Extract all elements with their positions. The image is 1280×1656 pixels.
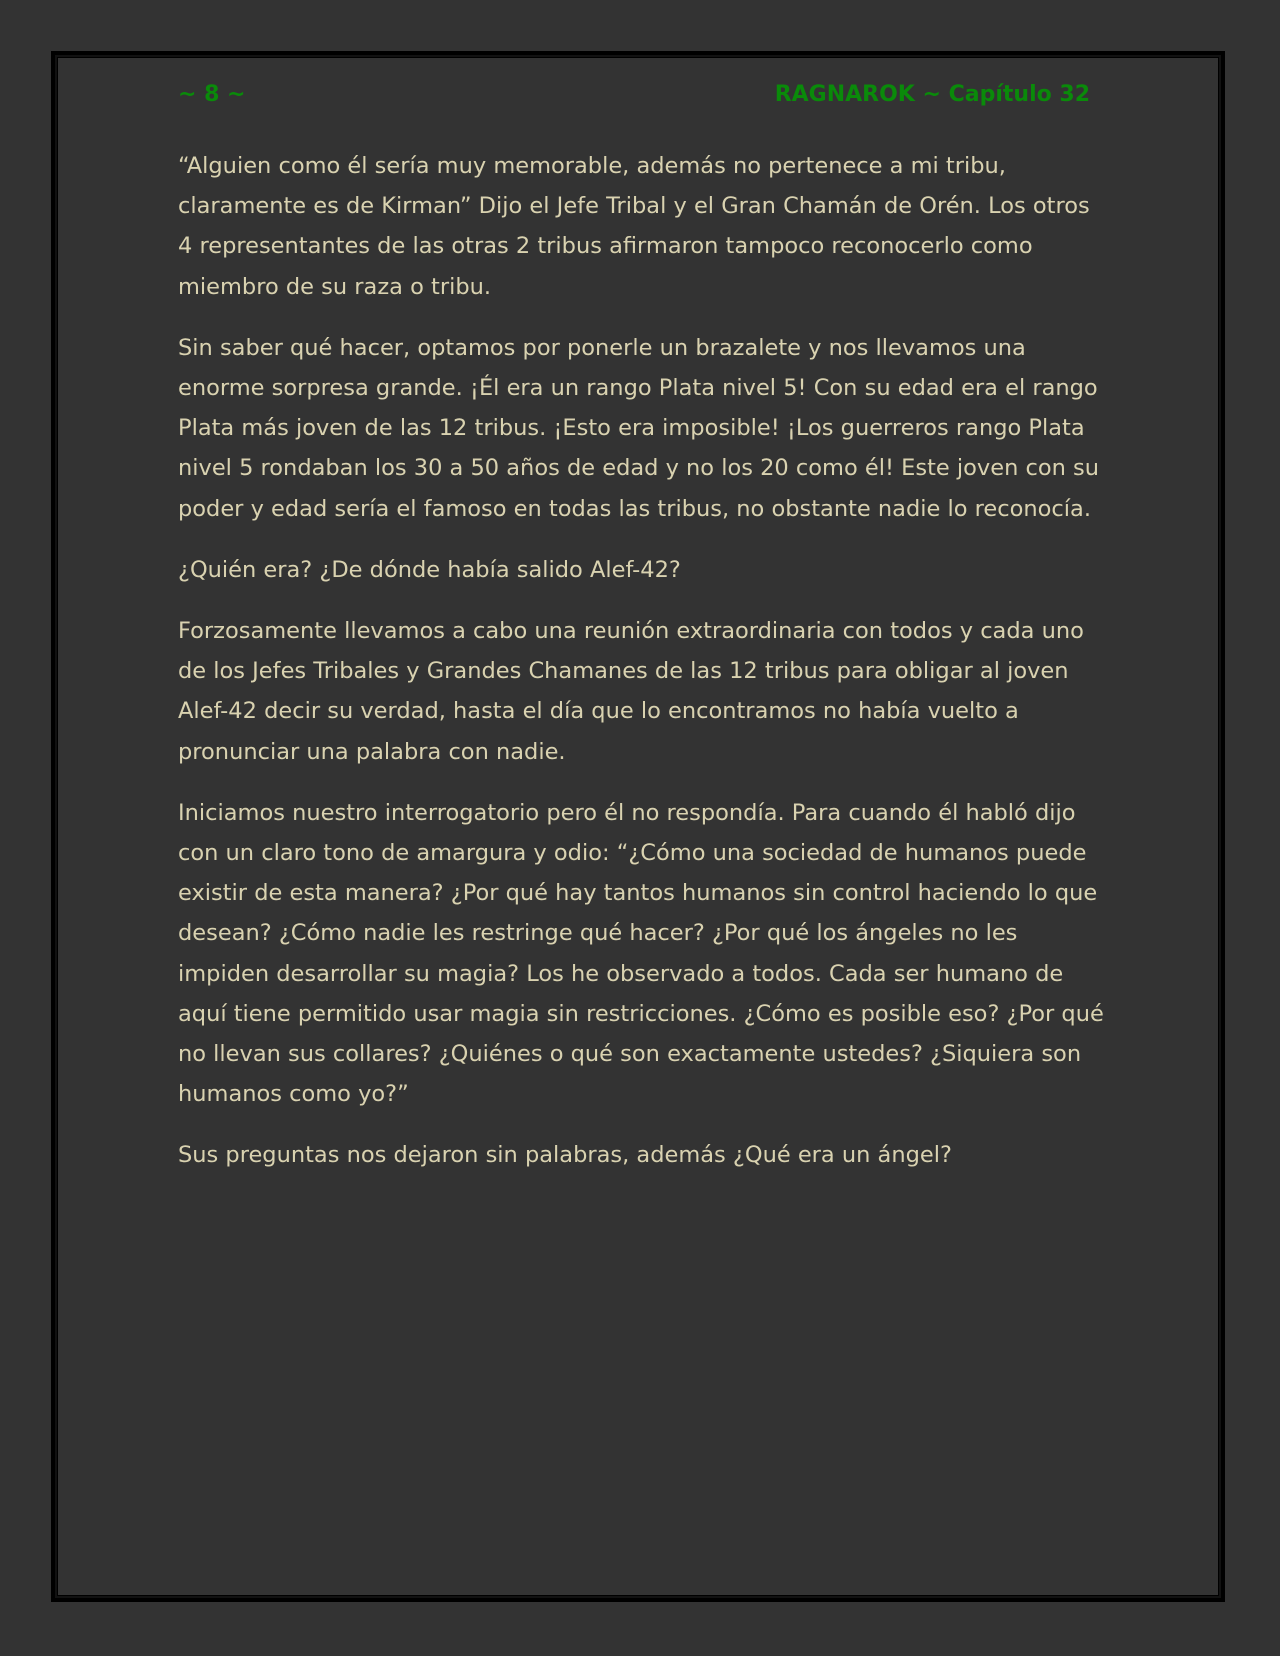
paragraph: “Alguien como él sería muy memorable, además no pertenece a mi tribu, claramente es de Kirman” Dijo el Jefe Tribal y el Gran Chamán de Orén. Los otros 4 representantes de las otras 2 tribus afirmaron tampoco reconocerlo como miembro de su raza o tribu. [178, 153, 1090, 300]
page-number: ~ 8 ~ [178, 81, 246, 107]
paragraph: Forzosamente llevamos a cabo una reunión extraordinaria con todos y cada uno de los Jefes Tribales y Grandes Chamanes de las 12 tribus para obligar al joven Alef-42 decir su verdad, hasta el día que lo encontramos no había vuelto a pronunciar una palabra con nadie. [178, 618, 1084, 765]
paragraph: Sus preguntas nos dejaron sin palabras, además ¿Qué era un ángel? [178, 1142, 952, 1169]
paragraph: Iniciamos nuestro interrogatorio pero él no respondía. Para cuando él habló dijo con un claro tono de amargura y odio: “¿Cómo una sociedad de humanos puede existir de esta manera? ¿Por qué hay tantos humanos sin control haciendo lo que desean? ¿Cómo nadie les restringe qué hacer? ¿Por qué los ángeles no les impiden desarrollar su magia? Los he observado a todos. Cada ser humano de aquí tiene permitido usar magia sin restricciones. ¿Cómo es posible eso? ¿Por qué no llevan sus collares? ¿Quiénes o qué son exactamente ustedes? ¿Siquiera son humanos como yo?” [178, 799, 1104, 1108]
running-title: RAGNAROK ~ Capítulo 32 [774, 81, 1090, 107]
paragraph: Sin saber qué hacer, optamos por ponerle un brazalete y nos llevamos una enorme sorpresa grande. ¡Él era un rango Plata nivel 5! Con su edad era el rango Plata más joven de las 12 tribus. ¡Esto era imposible! ¡Los guerreros rango Plata nivel 5 rondaban los 30 a 50 años de edad y no los 20 como él! Este joven con su poder y edad sería el famoso en todas las tribus, no obstante nadie lo reconocía. [178, 334, 1100, 522]
paragraph: ¿Quién era? ¿De dónde había salido Alef-42? [178, 556, 681, 583]
page-body [178, 146, 1108, 1197]
page-header [178, 78, 1090, 110]
